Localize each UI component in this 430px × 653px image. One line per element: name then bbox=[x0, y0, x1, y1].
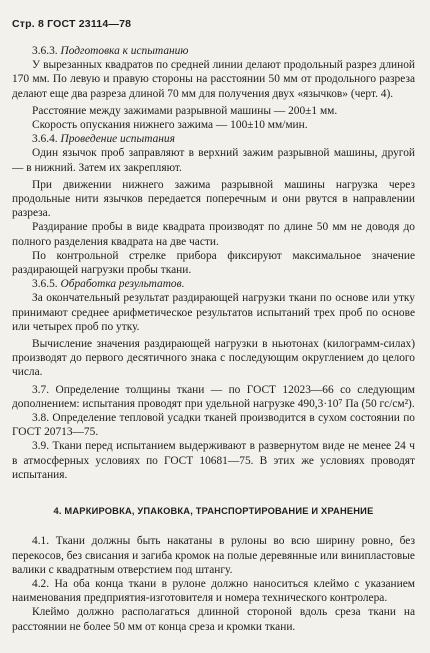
paragraph: Скорость опускания нижнего зажима — 100±10 мм/мин. bbox=[32, 119, 308, 132]
paragraph: Один язычок проб заправляют в верхний зажим разрывной машины, другой — в нижний. Затем их закрепляют. bbox=[12, 147, 415, 174]
document-body bbox=[12, 44, 415, 634]
subsection-number: 3.6.3. bbox=[32, 45, 58, 57]
subsection-number: 3.6.4. bbox=[32, 133, 58, 146]
clause-4-2: 4.2. На оба конца ткани в рулоне должно наноситься клеймо с указанием наименования предприятия-изготовителя и номера технического контролера. bbox=[12, 577, 415, 605]
paragraph: За окончательный результат раздирающей нагрузки ткани по основе или утку принимают среднее арифметическое результатов испытаний трех проб по основе или четырех проб по утку. bbox=[12, 292, 415, 333]
paragraph: Расстояние между зажимами разрывной машины — 200±1 мм. bbox=[32, 104, 338, 117]
paragraph: По контрольной стрелке прибора фиксируют максимальное значение раздирающей нагрузки пробы ткани. bbox=[12, 249, 415, 277]
subsection-3-6-5-heading bbox=[12, 277, 415, 291]
page-header: Стр. 8 ГОСТ 23114—78 bbox=[12, 18, 132, 30]
subsection-3-6-3-heading bbox=[12, 44, 415, 58]
clause-3-7: 3.7. Определение толщины ткани — по ГОСТ 12023—66 со следующим дополнением: испытания проводят при удельной нагрузке 490,3·10⁷ Па (50 гс/см²). bbox=[12, 383, 415, 410]
paragraph: Клеймо должно располагаться длинной стороной вдоль среза ткани на расстоянии не более 50 мм от конца среза и кромки ткани. bbox=[12, 606, 415, 633]
subsection-title: Обработка результатов. bbox=[60, 278, 185, 291]
section-4-heading: 4. МАРКИРОВКА, УПАКОВКА, ТРАНСПОРТИРОВАНИЕ И ХРАНЕНИЕ bbox=[53, 506, 374, 517]
subsection-title: Подготовка к испытанию bbox=[60, 45, 189, 57]
clause-3-9: 3.9. Ткани перед испытанием выдерживают в развернутом виде не менее 24 ч в атмосферных условиях по ГОСТ 10681—75. В этих же условиях проводят испытания. bbox=[12, 440, 415, 481]
subsection-title: Проведение испытания bbox=[60, 133, 175, 146]
subsection-number: 3.6.5. bbox=[32, 278, 58, 291]
paragraph: Раздирание пробы в виде квадрата производят по длине 50 мм не доводя до полного разделения квадрата на две части. bbox=[12, 221, 415, 248]
paragraph: При движении нижнего зажима разрывной машины нагрузка через продольные нити язычков передается поперечным и они рвутся в направлении разреза. bbox=[12, 178, 415, 220]
paragraph: У вырезанных квадратов по средней линии делают продольный разрез длиной 170 мм. По левую и правую стороны на расстоянии 50 мм от продольного разреза делают еще два разреза длиной 70 мм для получения двух «язычков» (черт. 4). bbox=[12, 59, 415, 100]
paragraph: Вычисление значения раздирающей нагрузки в ньютонах (килограмм-силах) производят до первого десятичного знака с последующим округлением до целого числа. bbox=[12, 338, 415, 379]
subsection-3-6-4-heading bbox=[12, 132, 415, 146]
clause-4-1: 4.1. Ткани должны быть накатаны в рулоны во всю ширину ровно, без перекосов, без свисания и загиба кромок на полые деревянные или винипластовые валики с квадратным отверстием под штангу. bbox=[12, 535, 415, 576]
clause-3-8: 3.8. Определение тепловой усадки тканей производится в сухом состоянии по ГОСТ 20713—75. bbox=[12, 412, 415, 439]
